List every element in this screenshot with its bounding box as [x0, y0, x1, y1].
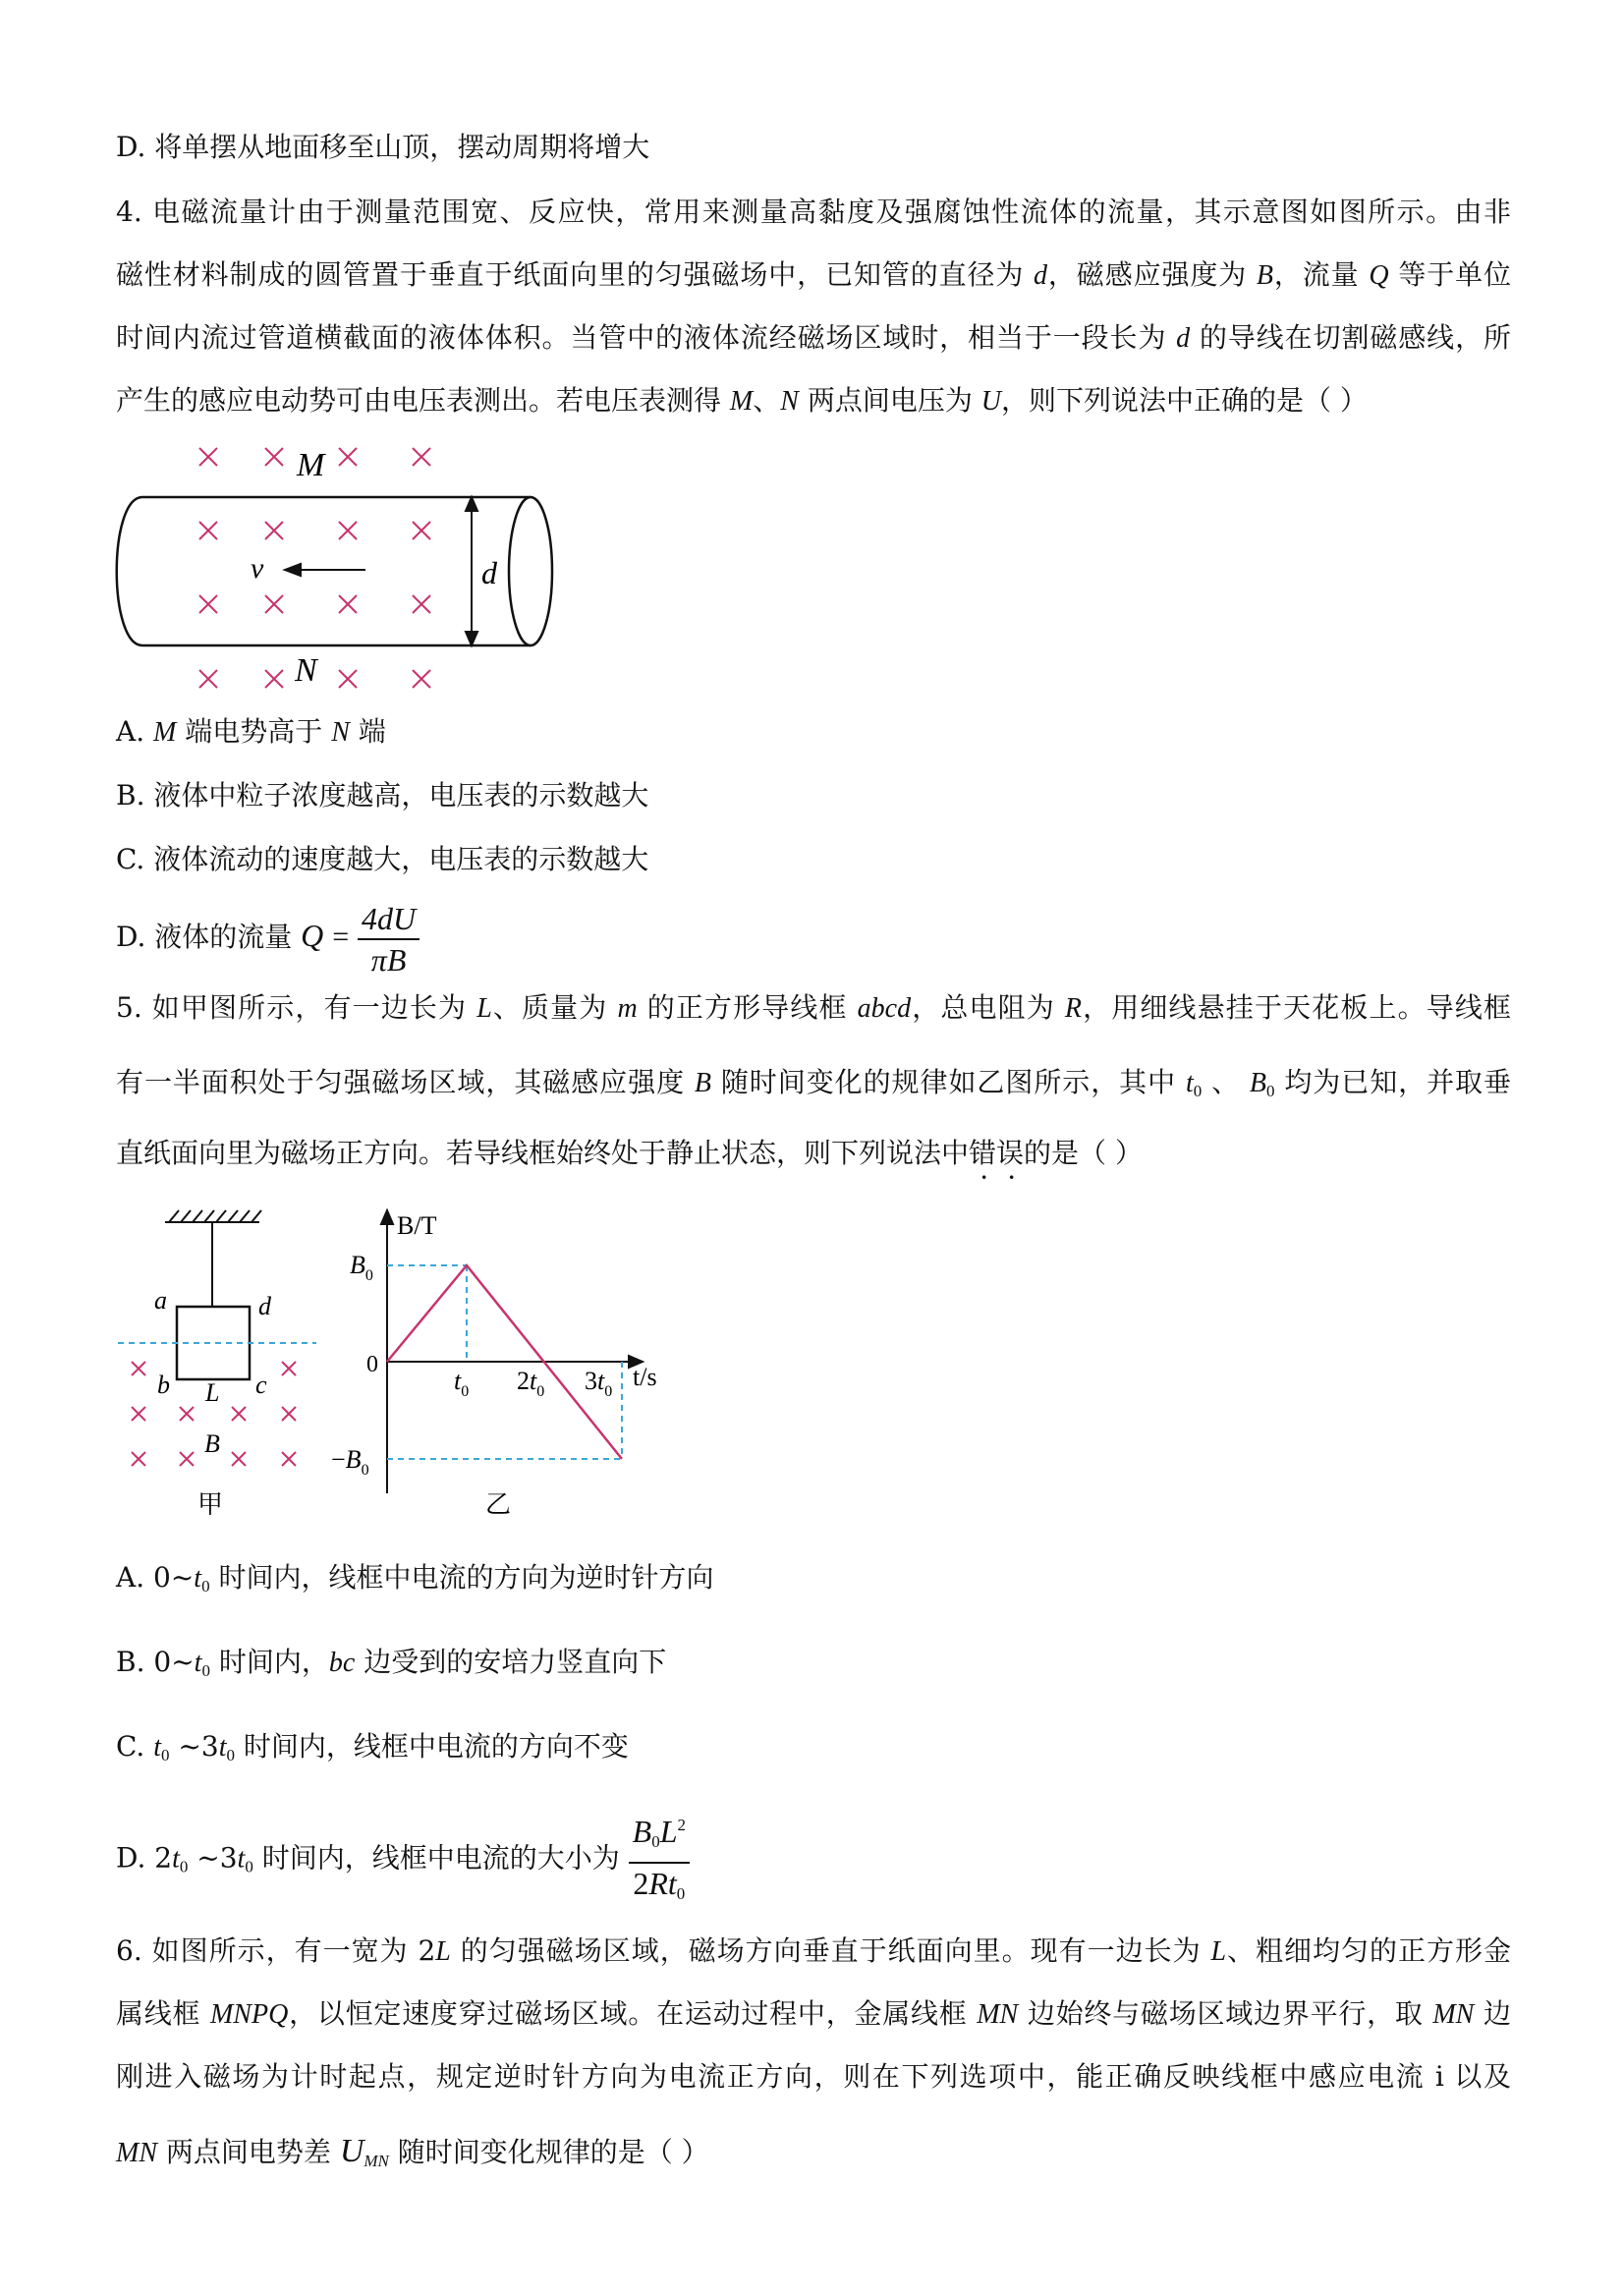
q4-option-a: A. M 端电势高于 N 端 — [116, 715, 386, 748]
q5-option-c: C. $t_0$ $\sim 3t_0$ 时间内，线框中电流的方向不变 — [116, 1730, 629, 1764]
q4-stem-line-4: 产生的感应电动势可由电压表测出。若电压表测得 M、N 两点间电压为 U，则下列说法中正确的是（ ） — [116, 384, 1368, 417]
svg-text:−B0: $-B_0$ — [331, 1445, 369, 1479]
q4-flow-fraction: $\frac{4dU}{\pi B}$ — [358, 899, 420, 980]
q4-option-b: B. 液体中粒子浓度越高，电压表的示数越大 — [116, 779, 649, 812]
q5-current-fraction: $\frac{B_0L^2}{2Rt_0}$ — [629, 1806, 690, 1914]
q3-option-d: D. 将单摆从地面移至山顶，摆动周期将增大 — [116, 131, 650, 163]
svg-text:B0: $B_0$ — [350, 1251, 373, 1284]
q4-stem-line-2: 磁性材料制成的圆管置于垂直于纸面向里的匀强磁场中，已知管的直径为 d，磁感应强度为 B，流量 Q 等于单位 — [116, 258, 1512, 291]
svg-text:L: L — [205, 1378, 220, 1407]
label-n: N — [295, 652, 317, 689]
q4-option-d: D. 液体的流量 Q = $\frac{4dU}{\pi B}$ — [116, 896, 420, 980]
x-axis-label: t/s — [633, 1363, 657, 1391]
svg-text:d: d — [258, 1292, 271, 1320]
svg-text:t0: $t_0$ — [454, 1367, 470, 1400]
q4-option-c: C. 液体流动的速度越大，电压表的示数越大 — [116, 843, 649, 875]
svg-text:b: b — [157, 1371, 170, 1399]
q6-stem-line-3: 刚进入磁场为计时起点，规定逆时针方向为电流正方向，则在下列选项中，能正确反映线框中感应电流 i 以及 — [116, 2060, 1511, 2093]
q5-stem-line-2: 有一半面积处于匀强磁场区域，其磁感应强度 B 随时间变化的规律如乙图所示，其中 $t_0$ 、 $B_0$ 均为已知，并取垂 — [116, 1066, 1511, 1100]
origin-label: 0 — [366, 1352, 378, 1377]
axes — [381, 1210, 643, 1493]
q6-stem-line-1: 6. 如图所示，有一宽为 2L 的匀强磁场区域，磁场方向垂直于纸面向里。现有一边长为 L、粗细均匀的正方形金 — [116, 1934, 1511, 1967]
q5-stem-line-1: 5. 如甲图所示，有一边长为 L、质量为 m 的正方形导线框 abcd，总电阻为 R，用细线悬挂于天花板上。导线框 — [116, 991, 1511, 1024]
caption-yi: 乙 — [485, 1490, 512, 1519]
q6-stem-line-2: 属线框 MNPQ，以恒定速度穿过磁场区域。在运动过程中，金属线框 MN 边始终与磁场区域边界平行，取 MN 边 — [116, 1997, 1511, 2030]
svg-text:a: a — [154, 1286, 167, 1315]
y-axis-label: B/T — [397, 1211, 437, 1240]
label-v: v — [251, 552, 264, 585]
svg-text:B: B — [204, 1429, 220, 1458]
q5-option-a: A. $0\sim t_0$ 时间内，线框中电流的方向为逆时针方向 — [116, 1561, 714, 1596]
label-d: d — [481, 555, 497, 590]
q5-stem-line-3: 直纸面向里为磁场正方向。若导线框始终处于静止状态，则下列说法中错误的是（ ） — [116, 1137, 1143, 1169]
q5-option-b: B. $0\sim t_0$ 时间内，bc 边受到的安培力竖直向下 — [116, 1646, 667, 1680]
q4-stem-line-3: 时间内流过管道横截面的液体体积。当管中的液体流经磁场区域时，相当于一段长为 d 的导线在切割磁感线，所 — [116, 321, 1511, 354]
svg-text:3t0: $3t_0$ — [585, 1367, 613, 1400]
label-m: M — [297, 447, 325, 483]
q5-option-d: D. $2t_0$ $\sim 3t_0$ 时间内，线框中电流的大小为 $\frac{B_0L^2}{2Rt_0}$ — [116, 1806, 690, 1914]
svg-text:甲: 甲 — [197, 1490, 224, 1519]
svg-text:c: c — [255, 1371, 267, 1399]
q6-stem-line-4: MN 两点间电势差 $U_{MN}$ 随时间变化规律的是（ ） — [116, 2133, 709, 2170]
q4-stem-line-1: 4. 电磁流量计由于测量范围宽、反应快，常用来测量高黏度及强腐蚀性流体的流量，其示意图如图所示。由非 — [116, 196, 1511, 228]
svg-text:2t0: $2t_0$ — [517, 1367, 545, 1400]
